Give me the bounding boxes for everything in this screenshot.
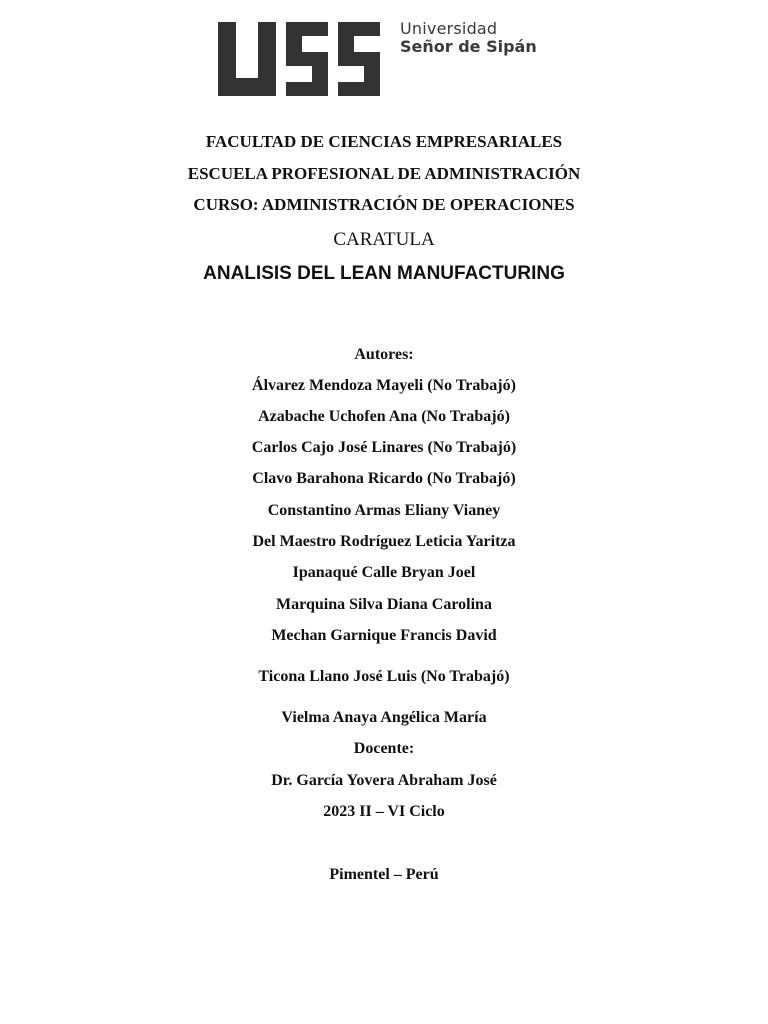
caratula-label: CARATULA <box>333 229 435 250</box>
course-heading: CURSO: ADMINISTRACIÓN DE OPERACIONES <box>193 195 575 214</box>
author-name: Ipanaqué Calle Bryan Joel <box>292 564 476 581</box>
author-name: Constantino Armas Eliany Vianey <box>267 502 501 519</box>
university-name-line2: Señor de Sipán <box>400 37 537 57</box>
author-name: Álvarez Mendoza Mayeli (No Trabajó) <box>252 377 516 394</box>
university-name <box>400 20 537 57</box>
teacher-name: Dr. García Yovera Abraham José <box>271 772 497 789</box>
faculty-heading: FACULTAD DE CIENCIAS EMPRESARIALES <box>205 132 563 151</box>
academic-period: 2023 II – VI Ciclo <box>323 803 445 820</box>
author-name: Carlos Cajo José Linares (No Trabajó) <box>251 439 517 456</box>
author-name: Marquina Silva Diana Carolina <box>276 596 492 613</box>
place: Pimentel – Perú <box>329 866 439 883</box>
school-heading: ESCUELA PROFESIONAL DE ADMINISTRACIÓN <box>187 164 581 183</box>
author-name: Clavo Barahona Ricardo (No Trabajó) <box>252 470 516 487</box>
document-title: ANALISIS DEL LEAN MANUFACTURING <box>203 263 565 284</box>
authors-label: Autores: <box>354 346 414 363</box>
author-name: Del Maestro Rodríguez Leticia Yaritza <box>252 533 516 550</box>
author-name: Ticona Llano José Luis (No Trabajó) <box>258 668 510 685</box>
teacher-label: Docente: <box>353 740 415 757</box>
author-name: Azabache Uchofen Ana (No Trabajó) <box>258 408 510 425</box>
author-name: Mechan Garnique Francis David <box>271 627 497 644</box>
author-name: Vielma Anaya Angélica María <box>281 709 487 726</box>
university-name-line1: Universidad <box>400 19 498 38</box>
